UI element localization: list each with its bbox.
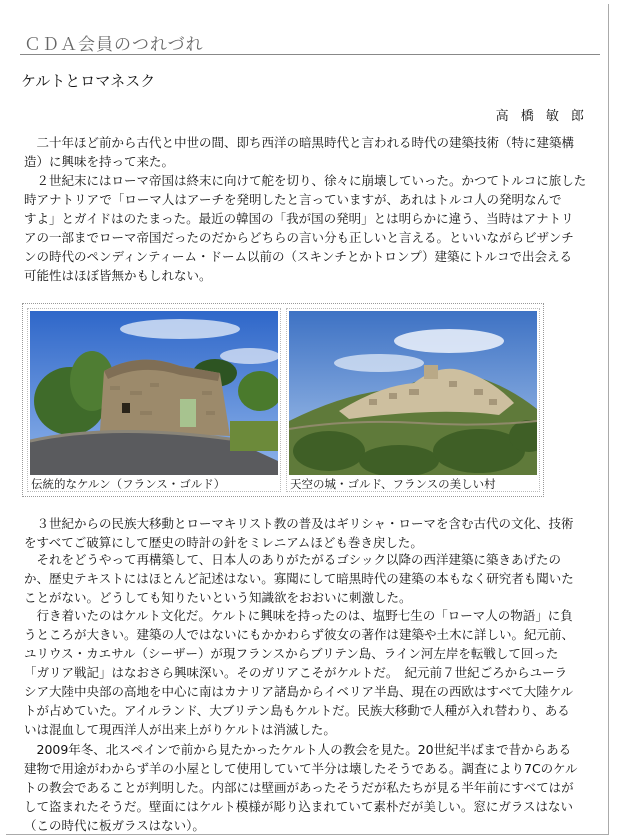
page bbox=[6, 4, 609, 835]
photo-gordes-village bbox=[289, 311, 537, 475]
paragraph-3: ３世紀からの民族大移動とローマキリスト教の普及はギリシャ・ローマを含む古代の文化、技術 をすべてご破算にして歴史の時計の針をミレニアムほども巻き戻した。 bbox=[24, 516, 574, 550]
photo-gallery bbox=[22, 303, 544, 497]
photo-cell-right bbox=[286, 308, 540, 492]
paragraph-6: 2009年冬、北スペインで前から見たかったケルト人の教会を見た。20世紀半ばまで昔からある 建物で用途がわからず羊の小屋として使用していて半分は壊したそうである。調査により7Cのケル トの教会であることが判明した。内部には壁画があったそうだが私たちが見る半年前にすべてはが して盗まれたそうだ。壁面にはケルト模様が彫り込まれていて素朴だが美しい。窓にガラスはない （この時代に板ガラスはない）。 bbox=[24, 742, 578, 833]
photo-caption-right: 天空の城・ゴルド、フランスの美しい村 bbox=[290, 477, 496, 491]
section-divider bbox=[20, 54, 600, 55]
paragraph-4: それをどうやって再構築して、日本人のありがたがるゴシック以降の西洋建築に築きあげたの か、歴史テキストにはほとんど記述はない。寡聞にして暗黒時代の建築の本もなく研究者も聞いた ことがない。どうしても知りたいという知識欲をおおいに刺激した。 bbox=[24, 552, 574, 605]
paragraph-5: 行き着いたのはケルト文化だ。ケルトに興味を持ったのは、塩野七生の「ローマ人の物語」に負 うところが大きい。建築の人ではないにもかかわらず彼女の著作は建築や土木に詳しい。紀元前、 ユリウス・カエサル（シーザー）が現フランスからブリテン島、ライン河左岸を転戦して回った 「ガリア戦記」はなおさら興味深い。そのガリアこそがケルトだ。 紀元前７世紀ごろからユーラ シア大陸中央部の高地を中心に南はカナリア諸島からイベリア半島、現在の西欧はすべて大陸ケル トが占めていた。アイルランド、大ブリテン島もケルトだ。民族大移動で人種が入れ替わり、ある いは混血して現西洋人が出来上がりケルトは消滅した。 bbox=[24, 608, 575, 737]
paragraph-2: ２世紀末にはローマ帝国は終末に向けて舵を切り、徐々に崩壊していった。かつてトルコに旅した 時アナトリアで「ローマ人はアーチを発明したと言っていますが、あれはトルコ人の発明なんで すよ」とガイドはのたまった。最近の韓国の「我が国の発明」とは明らかに違う、当時はアナトリ アの一部までローマ帝国だったのだからどちらの言い分も正しいと言える。といいながらビザンチ ンの時代のペンディンティーム・ドーム以前の（スキンチとかトロンプ）建築にトルコで出会える 可能性はほぼ皆無かもしれない。 bbox=[24, 173, 587, 283]
photo-caption-left: 伝統的なケルン（フランス・ゴルド） bbox=[31, 477, 226, 491]
paragraph-1: 二十年ほど前から古代と中世の間、即ち西洋の暗黒時代と言われる時代の建築技術（特に建築構 造）に興味を持って来た。 bbox=[24, 135, 575, 169]
article-title: ケルトとロマネスク bbox=[21, 72, 156, 90]
section-title: ＣＤＡ会員のつれづれ bbox=[24, 35, 204, 55]
author-name: 高 橋 敏 郎 bbox=[495, 109, 588, 124]
photo-cell-left bbox=[27, 308, 281, 492]
photo-stone-hut bbox=[30, 311, 278, 475]
